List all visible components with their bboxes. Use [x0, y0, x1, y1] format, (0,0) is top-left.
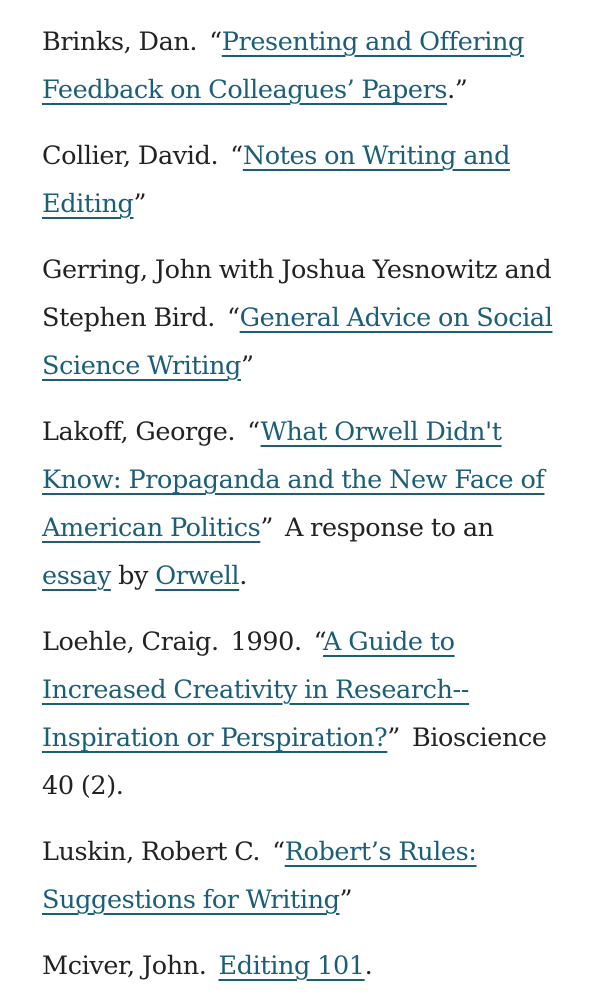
reference-link[interactable]: Notes on Writing and Editing: [42, 141, 511, 219]
reference-closing: .”: [447, 75, 468, 105]
reference-author: Gerring, John with Joshua Yesnowitz and Stephen Bird.: [42, 255, 552, 333]
reference-end: .: [239, 561, 247, 591]
reference-source: Bioscience 40 (2).: [42, 723, 547, 801]
reference-by: by: [118, 561, 149, 591]
reference-closing: ”: [133, 189, 147, 219]
reference-link[interactable]: Editing 101: [218, 951, 365, 981]
reference-link[interactable]: General Advice on Social Science Writing: [42, 303, 553, 381]
reference-list: [42, 18, 567, 1008]
reference-author: Loehle, Craig.: [42, 627, 219, 657]
reference-note: A response to an: [284, 513, 494, 543]
reference-author: Mciver, John.: [42, 951, 207, 981]
reference-entry: Luskin, Robert C. “Robert’s Rules: Suggestions for Writing”: [42, 837, 477, 915]
reference-link[interactable]: What Orwell Didn't Know: Propaganda and the New Face of American Politics: [42, 417, 545, 543]
reference-year: 1990.: [230, 627, 302, 657]
reference-author: Lakoff, George.: [42, 417, 236, 447]
reference-entry: Loehle, Craig. 1990. “A Guide to Increased Creativity in Research--Inspiration or Perspiration?” Bioscience 40 (2).: [42, 627, 547, 801]
reference-entry: Brinks, Dan. “Presenting and Offering Feedback on Colleagues’ Papers.”: [42, 27, 524, 105]
reference-closing: ”: [260, 513, 273, 543]
reference-closing: ”: [339, 885, 353, 915]
reference-entry: Gerring, John with Joshua Yesnowitz and Stephen Bird. “General Advice on Social Science Writing”: [42, 255, 553, 381]
reference-link[interactable]: A Guide to Increased Creativity in Research--Inspiration or Perspiration?: [42, 627, 469, 753]
reference-link[interactable]: Robert’s Rules: Suggestions for Writing: [42, 837, 477, 915]
orwell-link[interactable]: Orwell: [155, 561, 240, 591]
reference-link[interactable]: Presenting and Offering Feedback on Colleagues’ Papers: [42, 27, 524, 105]
reference-author: Brinks, Dan.: [42, 27, 198, 57]
reference-entry: [42, 942, 567, 990]
reference-closing: ”: [387, 723, 400, 753]
reference-closing: ”: [240, 351, 254, 381]
reference-author: Luskin, Robert C.: [42, 837, 261, 867]
reference-author: Collier, David.: [42, 141, 219, 171]
reference-entry: Lakoff, George. “What Orwell Didn't Know: Propaganda and the New Face of American Politics” A response to an essay by Orwell.: [42, 417, 545, 591]
reference-end: .: [364, 951, 373, 981]
reference-entry: Collier, David. “Notes on Writing and Editing”: [42, 141, 511, 219]
essay-link[interactable]: essay: [42, 561, 111, 591]
